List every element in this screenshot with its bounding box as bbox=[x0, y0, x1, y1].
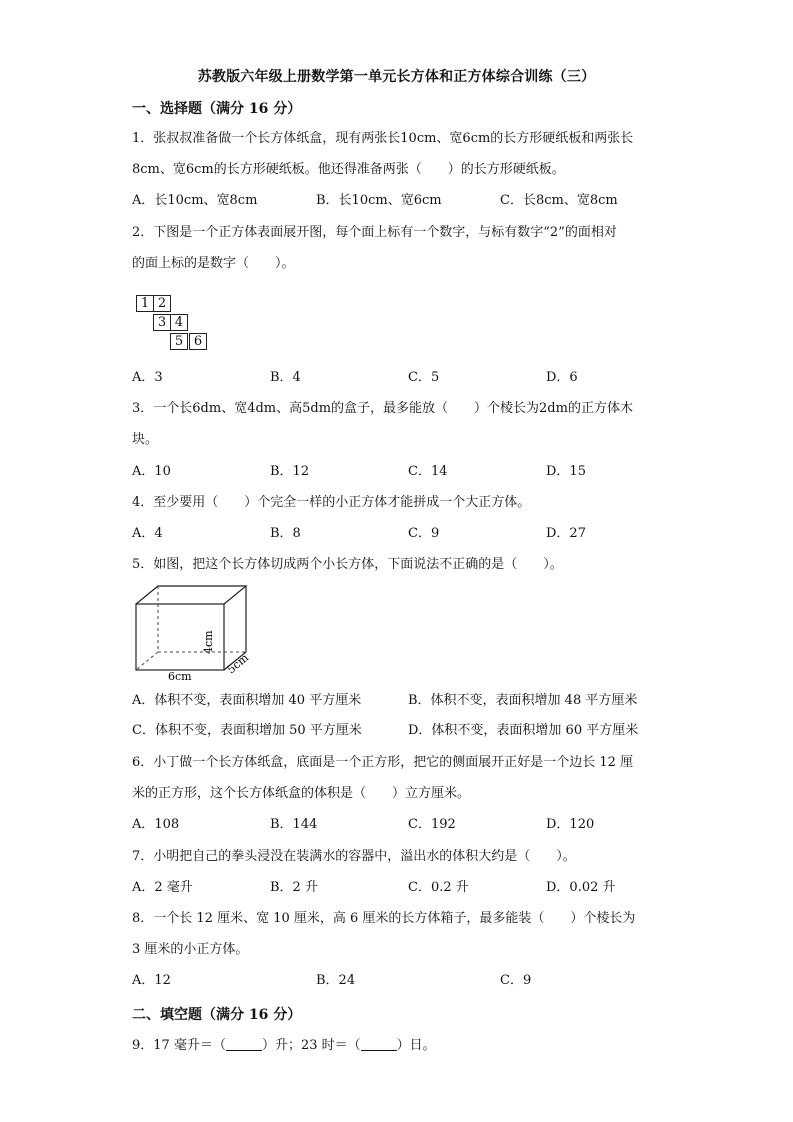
question-8-options bbox=[132, 972, 672, 990]
option-c[interactable]: C．0.2 升 bbox=[408, 880, 469, 895]
option-c[interactable]: C．192 bbox=[408, 817, 456, 832]
net-face: 1 bbox=[136, 295, 154, 312]
option-d[interactable]: D．体积不变，表面积增加 60 平方厘米 bbox=[408, 723, 639, 738]
question-5-line-1: 5．如图，把这个长方体切成两个小长方体，下面说法不正确的是（ ）。 bbox=[132, 557, 563, 572]
option-c[interactable]: C．9 bbox=[408, 526, 440, 541]
option-c[interactable]: C．体积不变，表面积增加 50 平方厘米 bbox=[132, 723, 362, 738]
option-b[interactable]: B．长10cm、宽6cm bbox=[316, 193, 442, 208]
option-d[interactable]: D．0.02 升 bbox=[546, 880, 616, 895]
option-b[interactable]: B．2 升 bbox=[270, 880, 318, 895]
option-a[interactable]: A．12 bbox=[132, 973, 171, 988]
option-d[interactable]: D．6 bbox=[546, 370, 578, 385]
net-face: 2 bbox=[153, 295, 171, 312]
option-a[interactable]: A．体积不变，表面积增加 40 平方厘米 bbox=[132, 693, 362, 708]
answer-blank[interactable] bbox=[361, 1036, 397, 1051]
option-a[interactable]: A．2 毫升 bbox=[132, 880, 193, 895]
option-c[interactable]: C．9 bbox=[500, 973, 532, 988]
question-2-line-1: 2．下图是一个正方体表面展开图，每个面上标有一个数字，与标有数字“2”的面相对 bbox=[132, 225, 617, 240]
section-heading-choice: 一、选择题（满分 16 分） bbox=[132, 101, 302, 117]
question-2-line-2: 的面上标的是数字（ ）。 bbox=[132, 256, 295, 271]
option-b[interactable]: B．24 bbox=[316, 973, 356, 988]
question-3-options bbox=[132, 463, 672, 481]
question-8-line-1: 8．一个长 12 厘米、宽 10 厘米，高 6 厘米的长方体箱子，最多能装（ ）个棱长为 bbox=[132, 911, 636, 926]
option-a[interactable]: A．长10cm、宽8cm bbox=[132, 193, 258, 208]
option-b[interactable]: B．8 bbox=[270, 526, 301, 541]
option-b[interactable]: B．12 bbox=[270, 464, 310, 479]
net-face: 6 bbox=[189, 333, 207, 350]
net-face: 4 bbox=[170, 314, 188, 331]
question-8-line-2: 3 厘米的小正方体。 bbox=[132, 942, 249, 957]
option-a[interactable]: A．4 bbox=[132, 526, 163, 541]
option-d[interactable]: D．27 bbox=[546, 526, 586, 541]
page-title: 苏教版六年级上册数学第一单元长方体和正方体综合训练（三） bbox=[197, 69, 596, 85]
option-b[interactable]: B．144 bbox=[270, 817, 318, 832]
option-d[interactable]: D．120 bbox=[546, 817, 595, 832]
question-3-line-2: 块。 bbox=[132, 432, 159, 447]
net-face: 5 bbox=[170, 333, 188, 350]
option-b[interactable]: B．体积不变，表面积增加 48 平方厘米 bbox=[408, 693, 638, 708]
option-c[interactable]: C．5 bbox=[408, 370, 440, 385]
question-9-text: ）日。 bbox=[396, 1038, 436, 1053]
question-9-text: ）升；23 时＝（ bbox=[261, 1038, 361, 1053]
cuboid-hidden-edge bbox=[136, 652, 158, 670]
cuboid-figure bbox=[130, 582, 260, 682]
question-1-line-1: 1．张叔叔准备做一个长方体纸盒，现有两张长10cm、宽6cm的长方形硬纸板和两张长 bbox=[132, 131, 634, 146]
question-7-options bbox=[132, 879, 672, 897]
question-7-line-1: 7．小明把自己的拳头浸没在装满水的容器中，溢出水的体积大约是（ ）。 bbox=[132, 849, 576, 864]
question-1-options bbox=[132, 192, 672, 210]
question-9-text: 9．17 毫升＝（ bbox=[132, 1038, 226, 1053]
option-a[interactable]: A．3 bbox=[132, 370, 163, 385]
question-9-line-1 bbox=[132, 1036, 672, 1055]
cuboid-top-face bbox=[136, 586, 246, 604]
question-2-options bbox=[132, 369, 672, 387]
question-6-line-1: 6．小丁做一个长方体纸盒，底面是一个正方形，把它的侧面展开正好是一个边长 12 厘 bbox=[132, 755, 634, 770]
section-heading-fill: 二、填空题（满分 16 分） bbox=[132, 1007, 302, 1023]
question-5-options-row-1 bbox=[132, 692, 672, 710]
option-d[interactable]: D．15 bbox=[546, 464, 586, 479]
question-3-line-1: 3．一个长6dm、宽4dm、高5dm的盒子，最多能放（ ）个棱长为2dm的正方体木 bbox=[132, 401, 633, 416]
question-6-line-2: 米的正方形，这个长方体纸盒的体积是（ ）立方厘米。 bbox=[132, 786, 471, 801]
option-c[interactable]: C．14 bbox=[408, 464, 448, 479]
answer-blank[interactable] bbox=[226, 1036, 262, 1051]
question-6-options bbox=[132, 816, 672, 834]
height-label: 4cm bbox=[202, 630, 215, 654]
question-1-line-2: 8cm、宽6cm的长方形硬纸板。他还得准备两张（ ）的长方形硬纸板。 bbox=[132, 162, 565, 177]
question-4-options bbox=[132, 525, 672, 543]
question-5-options-row-2 bbox=[132, 722, 672, 740]
cube-net-figure bbox=[136, 295, 216, 351]
length-label: 6cm bbox=[168, 670, 192, 682]
option-a[interactable]: A．10 bbox=[132, 464, 171, 479]
option-c[interactable]: C．长8cm、宽8cm bbox=[500, 193, 618, 208]
width-label: 5cm bbox=[224, 651, 252, 677]
option-a[interactable]: A．108 bbox=[132, 817, 180, 832]
option-b[interactable]: B．4 bbox=[270, 370, 301, 385]
net-face: 3 bbox=[153, 314, 171, 331]
question-4-line-1: 4．至少要用（ ）个完全一样的小正方体才能拼成一个大正方体。 bbox=[132, 495, 531, 510]
